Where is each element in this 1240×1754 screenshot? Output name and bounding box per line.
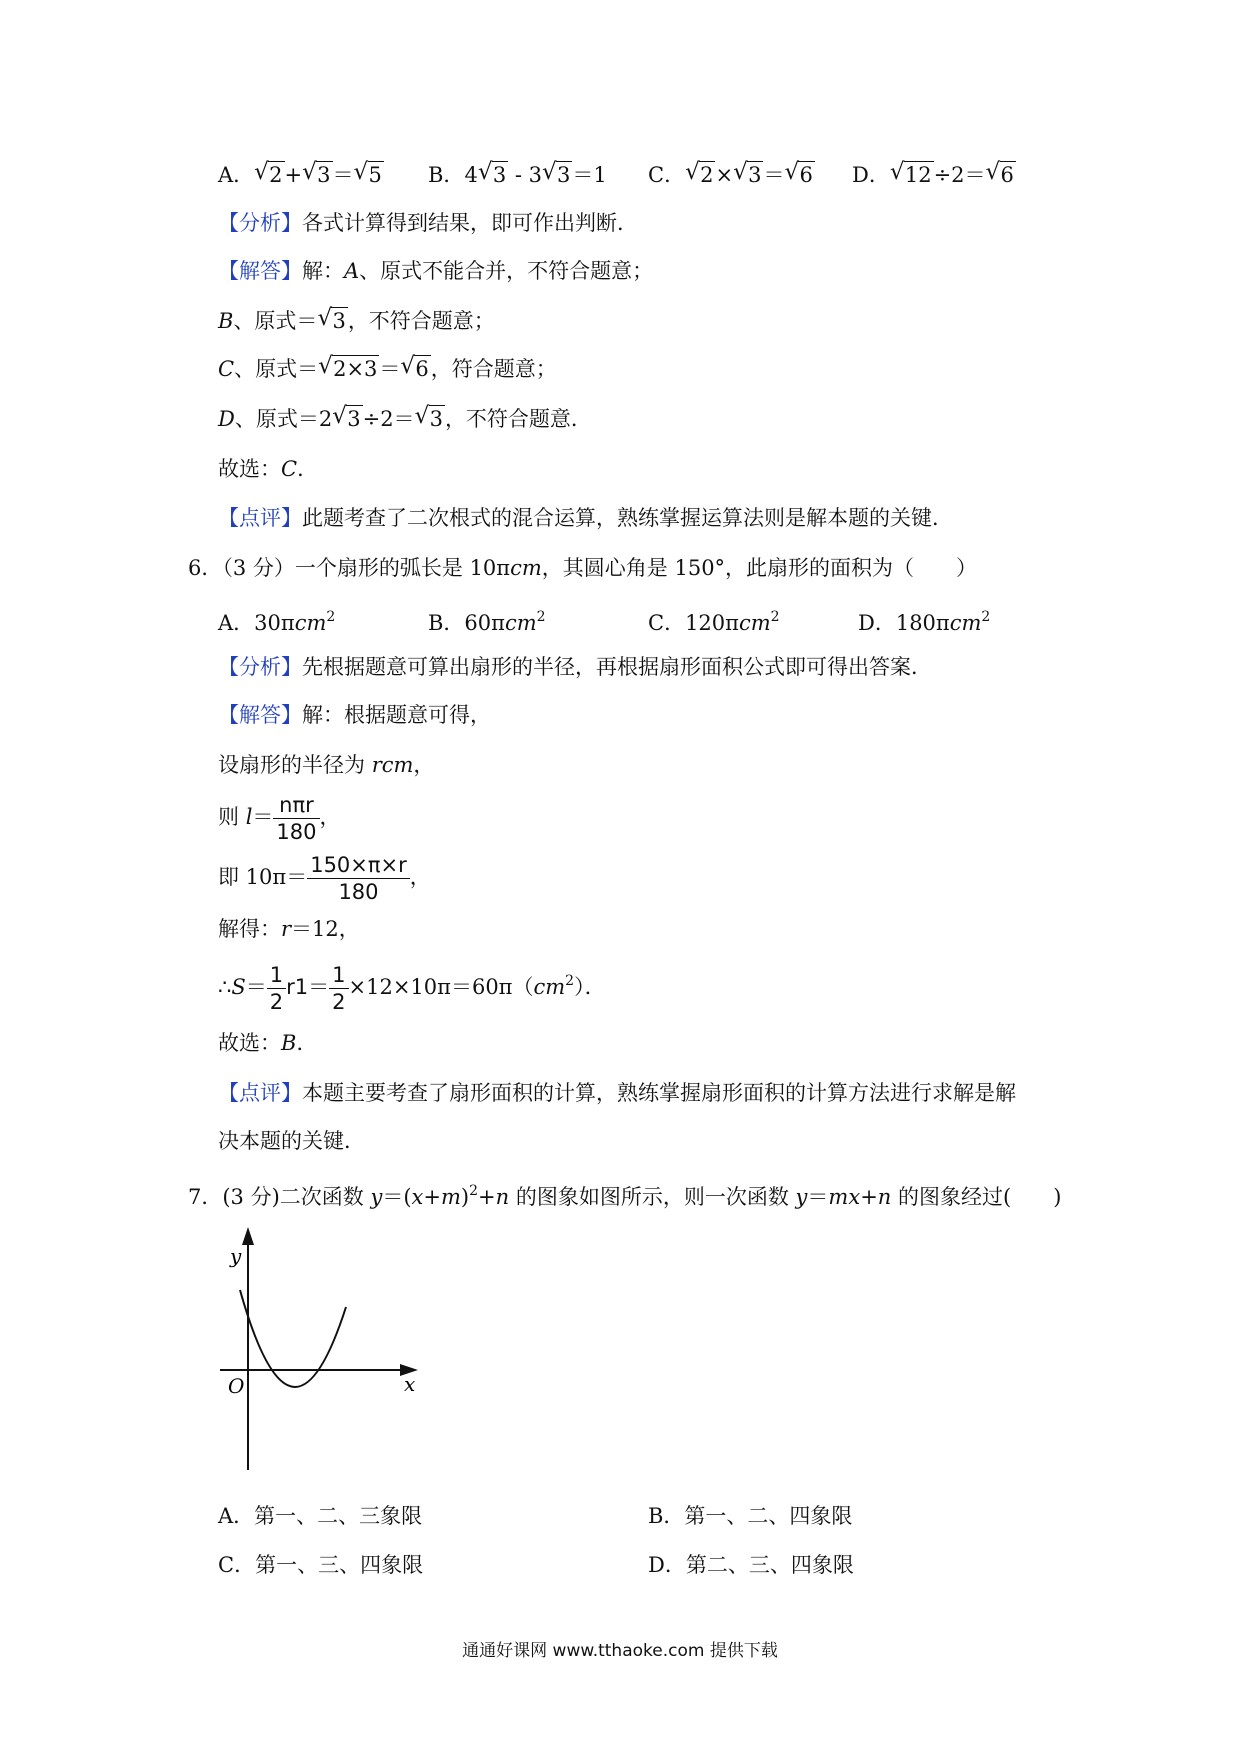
- q6-solution: 【解答】解：根据题意可得，: [218, 703, 491, 727]
- q5-solution: 【解答】解：A、原式不能合并，不符合题意；: [218, 259, 654, 283]
- q6-option-a: A．30πcm$^2$: [218, 609, 336, 635]
- q7-stem: 7．(3 分)二次函数 $y=(x+m)^2+n$ 的图象如图所示，则一次函数 y＝mx+n 的图象经过( ): [188, 1183, 1062, 1209]
- q6-comment: 【点评】本题主要考查了扇形面积的计算，熟练掌握扇形面积的计算方法进行求解是解: [218, 1081, 1016, 1105]
- q6-stem: 6．（3 分）一个扇形的弧长是 10πcm，其圆心角是 150°，此扇形的面积为（ ）: [188, 556, 978, 580]
- q6-formula-ji: 即 10π＝ $\frac{150\times\pi\times r}{180}$ ，: [218, 853, 431, 904]
- parabola-graph: [200, 1225, 440, 1475]
- solution-tag: 【解答】: [218, 703, 302, 727]
- q5-option-b: B．4√ 3 - 3√ 3＝1: [428, 160, 607, 190]
- q5-solution-b: B、原式＝√ 3，不符合题意；: [218, 306, 495, 336]
- parabola-curve: [240, 1290, 346, 1387]
- fraction: $\frac{150\times\pi\times r}{180}$: [307, 852, 410, 905]
- q6-option-b: B．60πcm$^2$: [428, 609, 546, 635]
- q5-option-c: C．√ 2×√ 3＝√ 6: [648, 160, 815, 190]
- q6-area-formula: ∴S＝ $\frac{1}{2}$ r1＝ $\frac{1}{2}$ $\times 12\times 10\pi=60\pi(cm^2)$．: [218, 963, 606, 1014]
- q6-radius-line: 设扇形的半径为 rcm，: [218, 753, 435, 777]
- q6-option-d: D．180πcm$^2$: [858, 609, 991, 635]
- page-footer: 通通好课网 www.tthaoke.com 提供下载: [462, 1641, 778, 1661]
- q7-option-c: C．第一、三、四象限: [218, 1553, 424, 1577]
- origin-label: O: [228, 1374, 245, 1398]
- q7-option-d: D．第二、三、四象限: [648, 1553, 854, 1577]
- q7-option-a: A．第一、二、三象限: [218, 1504, 423, 1528]
- fraction: $\frac{1}{2}$: [329, 962, 348, 1015]
- q7-option-b: B．第一、二、四象限: [648, 1504, 853, 1528]
- q5-answer: 故选：C．: [218, 457, 319, 481]
- q5-solution-d: D、原式＝2√ 3÷2＝√ 3，不符合题意．: [218, 404, 592, 434]
- q6-comment-cont: 决本题的关键．: [218, 1129, 365, 1153]
- fraction: $\frac{1}{2}$: [267, 962, 286, 1015]
- q5-analysis: 【分析】各式计算得到结果，即可作出判断．: [218, 211, 638, 235]
- fraction: $\frac{\text{nπr}}{180}$: [273, 792, 319, 845]
- q6-formula-l: 则 l＝ $\frac{\text{nπr}}{180}$ ，: [218, 793, 341, 844]
- q5-option-a: A．√ 2+√ 3＝√ 5: [218, 160, 384, 190]
- x-axis-label: x: [404, 1372, 416, 1396]
- q6-option-c: C．120πcm$^2$: [648, 609, 780, 635]
- analysis-tag: 【分析】: [218, 655, 302, 679]
- y-axis-label: y: [230, 1244, 242, 1268]
- q6-solve-r: 解得：r＝12，: [218, 917, 360, 941]
- solution-tag: 【解答】: [218, 259, 302, 283]
- analysis-tag: 【分析】: [218, 211, 302, 235]
- q5-solution-c: C、原式＝√ 2×3＝√ 6，符合题意；: [218, 354, 557, 384]
- q6-analysis: 【分析】先根据题意可算出扇形的半径，再根据扇形面积公式即可得出答案．: [218, 655, 932, 679]
- comment-tag: 【点评】: [218, 506, 302, 530]
- y-axis-arrow: [242, 1227, 254, 1245]
- comment-tag: 【点评】: [218, 1081, 302, 1105]
- q5-option-d: D．√ 12÷2＝√ 6: [852, 160, 1016, 190]
- q5-comment: 【点评】此题考查了二次根式的混合运算，熟练掌握运算法则是解本题的关键．: [218, 506, 953, 530]
- q6-answer: 故选：B．: [218, 1031, 318, 1055]
